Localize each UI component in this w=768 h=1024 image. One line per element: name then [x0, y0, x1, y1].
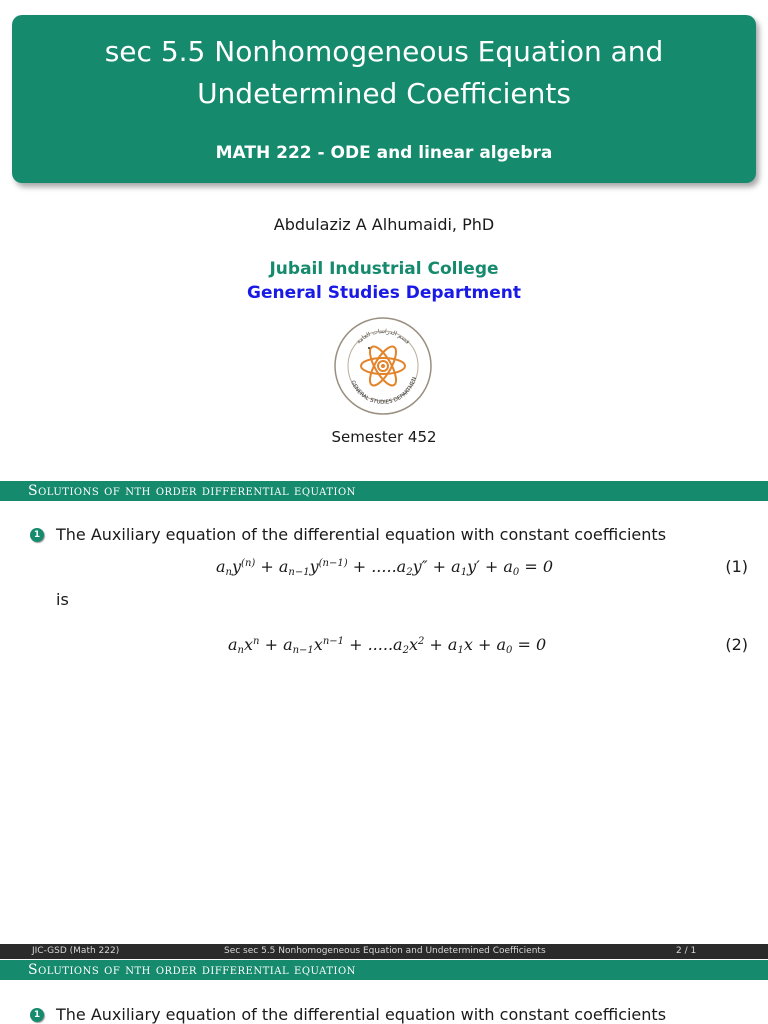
atom-seal-icon — [333, 316, 433, 420]
subtitle: MATH 222 - ODE and linear algebra — [215, 143, 553, 163]
title-box — [12, 15, 756, 183]
bullet-text: The Auxiliary equation of the differential equation with constant coefficients — [56, 525, 667, 544]
seal-text: GENERAL STUDIES DEPARTMEN — [349, 376, 419, 406]
seal-arabic-text: قسم الدراسات العامة — [355, 328, 411, 346]
bullet-item-2 — [30, 1005, 666, 1024]
institution: Jubail Industrial College — [269, 259, 499, 279]
footer-bar — [0, 944, 768, 959]
semester: Semester 452 — [331, 428, 437, 446]
bullet-number: 1 — [30, 528, 44, 542]
section-heading-2: Solutions of nth order differential equation — [0, 960, 768, 980]
footer-left: JIC-GSD (Math 222) — [32, 946, 120, 956]
section-heading: Solutions of nth order differential equation — [0, 481, 768, 501]
author: Abdulaziz A Alhumaidi, PhD — [273, 215, 495, 234]
connector-text: is — [56, 590, 69, 609]
equation-2-number: (2) — [725, 635, 748, 654]
svg-text:قسم الدراسات العامة — [355, 328, 411, 346]
footer-center: Sec sec 5.5 Nonhomogeneous Equation and Undetermined Coefficients — [224, 946, 546, 956]
equation-1-number: (1) — [725, 557, 748, 576]
title-line-1: sec 5.5 Nonhomogeneous Equation and — [104, 35, 664, 68]
footer-page-number: 2 / 1 — [676, 946, 697, 956]
bullet-text: The Auxiliary equation of the differential equation with constant coefficients — [56, 1005, 667, 1024]
bullet-item — [30, 525, 666, 544]
bullet-number: 1 — [30, 1008, 44, 1022]
department: General Studies Department — [246, 283, 522, 303]
title-line-2: Undetermined Coefficients — [197, 77, 571, 110]
